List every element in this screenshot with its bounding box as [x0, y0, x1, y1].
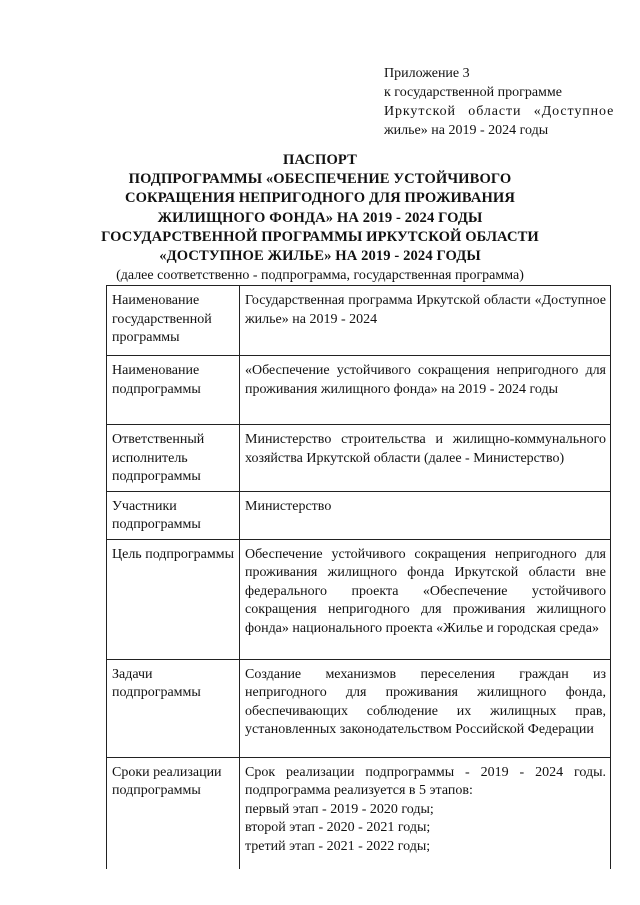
row-label: Сроки реализации подпрограммы [107, 757, 240, 869]
stage-item: второй этап - 2020 - 2021 годы; [245, 820, 431, 835]
document-title [0, 151, 640, 286]
stage-intro: Срок реализации подпрограммы - 2019 - 2024 годы. подпрограмма реализуется в 5 этапов: [245, 764, 606, 798]
row-value: Государственная программа Иркутской области «Доступное жилье» на 2019 - 2024 [240, 286, 611, 356]
title-line: СОКРАЩЕНИЯ НЕПРИГОДНОГО ДЛЯ ПРОЖИВАНИЯ [124, 190, 516, 207]
row-value: Создание механизмов переселения граждан из непригодного для проживания жилищного фонда, обеспечивающих соблюдение их жилищных прав, установленных законодательством Российской Федерации [240, 659, 611, 757]
appendix-line: жилье» на 2019 - 2024 годы [384, 123, 549, 138]
row-label: Наименование государственной программы [107, 286, 240, 356]
appendix-note [384, 64, 615, 140]
row-label: Наименование подпрограммы [107, 356, 240, 425]
row-value: Министерство [240, 491, 611, 539]
title-line: «ДОСТУПНОЕ ЖИЛЬЕ» НА 2019 - 2024 ГОДЫ [159, 248, 481, 265]
table-row [107, 425, 611, 492]
row-label: Участники подпрограммы [107, 491, 240, 539]
row-value [240, 757, 611, 869]
row-label: Задачи подпрограммы [107, 659, 240, 757]
table-row [107, 539, 611, 659]
title-line: ПАСПОРТ [283, 152, 357, 168]
title-line: ГОСУДАРСТВЕННОЙ ПРОГРАММЫ ИРКУТСКОЙ ОБЛАСТИ [101, 228, 539, 245]
stage-item: первый этап - 2019 - 2020 годы; [245, 801, 434, 817]
row-label: Цель подпрограммы [107, 539, 240, 659]
title-line: ЖИЛИЩНОГО ФОНДА» НА 2019 - 2024 ГОДЫ [157, 209, 483, 226]
table-row [107, 659, 611, 757]
passport-table [106, 285, 611, 869]
appendix-line: к государственной программе [384, 85, 562, 100]
table-row [107, 286, 611, 356]
title-subtitle: (далее соответственно - подпрограмма, государственная программа) [116, 268, 524, 284]
row-label: Ответственный исполнитель подпрограммы [107, 425, 240, 492]
row-value: Министерство строительства и жилищно-коммунального хозяйства Иркутской области (далее - Министерство) [240, 425, 611, 492]
stage-item: третий этап - 2021 - 2022 годы; [245, 838, 431, 854]
title-line: ПОДПРОГРАММЫ «ОБЕСПЕЧЕНИЕ УСТОЙЧИВОГО [128, 171, 512, 188]
appendix-line: Иркутской области «Доступное [384, 104, 615, 119]
table-row [107, 491, 611, 539]
table-row [107, 356, 611, 425]
row-value: «Обеспечение устойчивого сокращения непригодного для проживания жилищного фонда» на 2019 - 2024 годы [240, 356, 611, 425]
appendix-line: Приложение 3 [384, 66, 470, 81]
table-row [107, 757, 611, 869]
row-value: Обеспечение устойчивого сокращения непригодного для проживания жилищного фонда Иркутской области вне федерального проекта «Обеспечение устойчивого сокращения непригодного для проживания жилищного фонда» национального проекта «Жилье и городская среда» [240, 539, 611, 659]
